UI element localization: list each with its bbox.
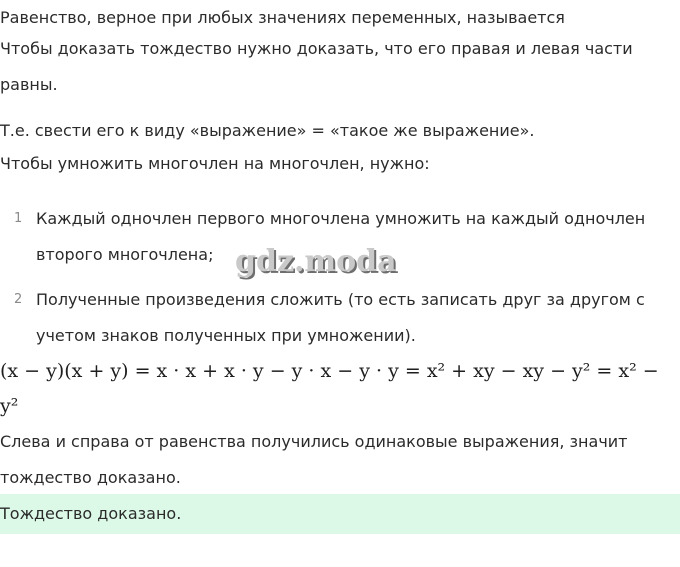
list-item-number: 2 [14, 292, 23, 307]
paragraph-reduce-form: Т.е. свести его к виду «выражение» = «такое же выражение». [0, 121, 535, 140]
formula-line2: y² [0, 395, 19, 417]
paragraph-multiply-rule: Чтобы умножить многочлен на многочлен, нужно: [0, 154, 430, 173]
list-item-text-line2: второго многочлена; [36, 245, 214, 264]
watermark-logo: gdz.moda [235, 244, 397, 279]
list-item-text-line1: Каждый одночлен первого многочлена умножить на каждый одночлен [36, 209, 646, 228]
paragraph-proof-method-line2: равны. [0, 75, 58, 94]
paragraph-definition: Равенство, верное при любых значениях переменных, называется [0, 8, 565, 27]
conclusion-line2: тождество доказано. [0, 468, 181, 487]
answer-box [0, 494, 680, 534]
list-item-text-line1: Полученные произведения сложить (то есть записать друг за другом с [36, 290, 645, 309]
paragraph-proof-method-line1: Чтобы доказать тождество нужно доказать, что его правая и левая части [0, 39, 633, 58]
formula-line1: (x − y)(x + y) = x · x + x · y − y · x − y · y = x² + xy − xy − y² = x² − [0, 360, 659, 382]
list-item-text-line2: учетом знаков полученных при умножении). [36, 326, 416, 345]
answer-text: Тождество доказано. [0, 504, 182, 523]
list-item-number: 1 [14, 211, 23, 226]
conclusion-line1: Слева и справа от равенства получились одинаковые выражения, значит [0, 432, 628, 451]
